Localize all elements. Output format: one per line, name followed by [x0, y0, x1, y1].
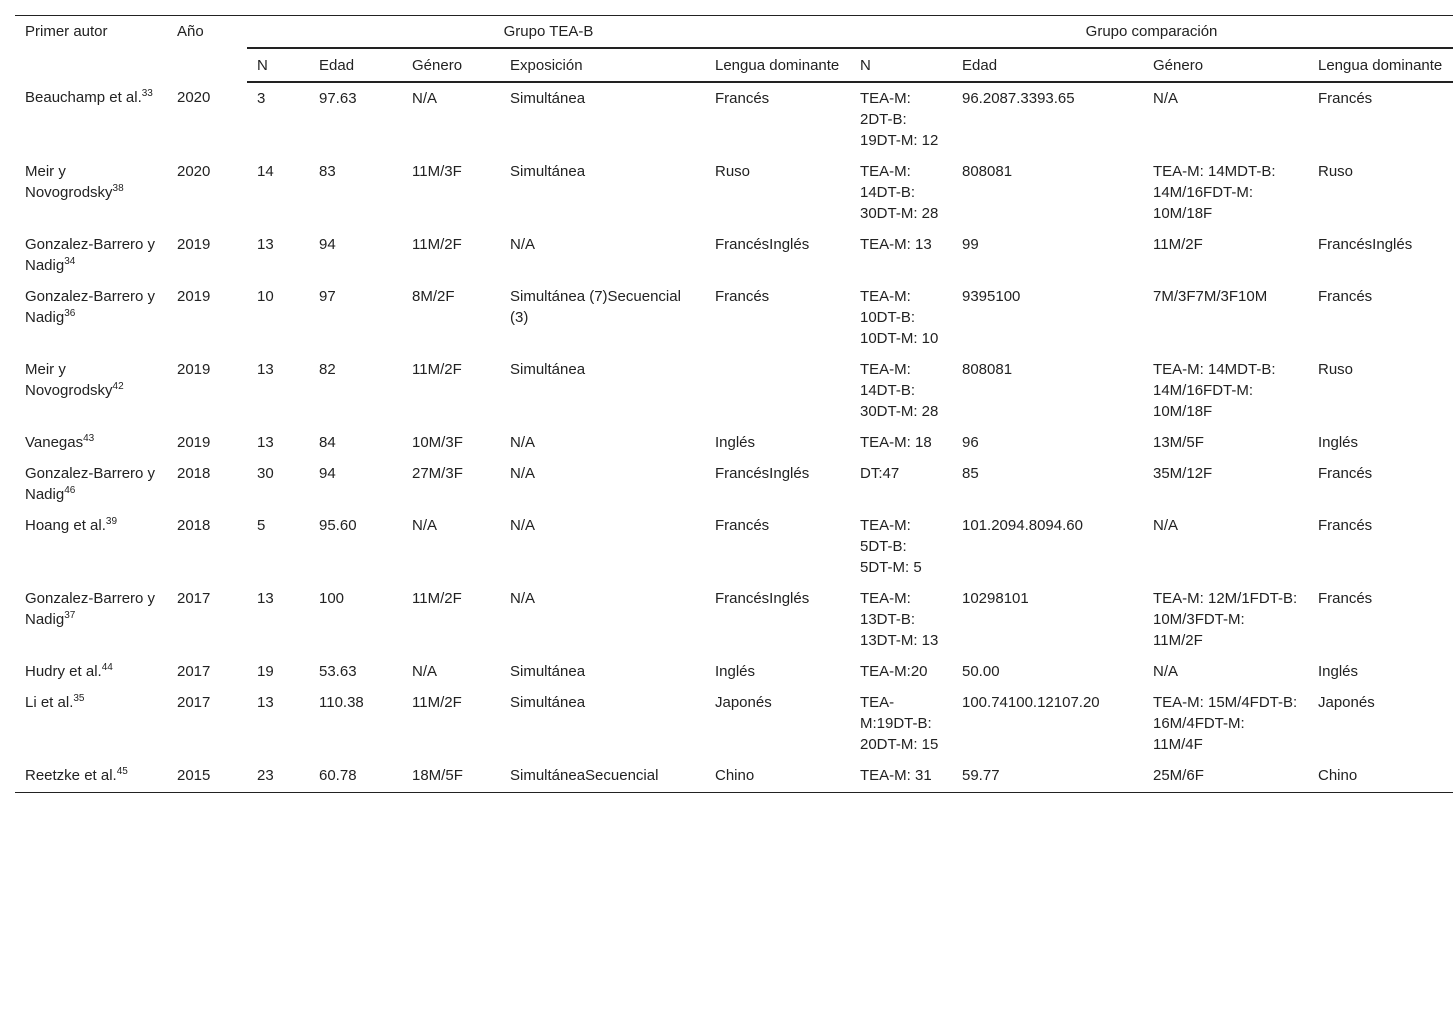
cell-exposicion: Simultánea	[510, 694, 586, 711]
cell-genero: 8M/2F	[412, 288, 455, 305]
cell-genero: N/A	[412, 90, 438, 107]
cell-n: 13	[257, 236, 274, 253]
author-name: Reetzke et al.	[25, 767, 117, 784]
cell-genero2: N/A	[1153, 663, 1179, 680]
cell-edad2: 808081	[962, 163, 1013, 180]
cell-n: 30	[257, 465, 274, 482]
cell-lengua: FrancésInglés	[715, 590, 810, 607]
cell-genero2: 11M/2F	[1153, 236, 1203, 253]
cell-lengua	[705, 354, 850, 427]
cell-genero2: TEA-M: 15M/4FDT-B: 16M/4FDT-M: 11M/4F	[1153, 694, 1298, 753]
cell-year: 2018	[177, 517, 211, 534]
cell-author	[15, 760, 167, 793]
cell-year: 2019	[177, 236, 211, 253]
cell-author	[15, 156, 167, 229]
header-n-comp: N	[850, 48, 952, 82]
reference-number: 39	[105, 516, 118, 527]
cell-lengua2: Chino	[1308, 760, 1453, 793]
table-row	[15, 354, 1453, 427]
cell-genero2: 35M/12F	[1153, 465, 1213, 482]
cell-n2: TEA-M:20	[860, 663, 928, 680]
cell-n2: TEA-M: 13	[860, 236, 932, 253]
table-row	[15, 583, 1453, 656]
cell-exposicion: Simultánea (7)Secuencial (3)	[510, 288, 681, 326]
header-group-tea-b: Grupo TEA-B	[247, 16, 850, 49]
cell-genero: 11M/2F	[412, 236, 462, 253]
reference-number: 37	[64, 610, 76, 621]
cell-edad2: 10298101	[962, 590, 1029, 607]
header-genero: Género	[402, 48, 500, 82]
author-name: Beauchamp et al.	[25, 89, 142, 106]
reference-number: 34	[64, 256, 76, 267]
cell-lengua2: Japonés	[1318, 694, 1375, 711]
cell-genero2: N/A	[1153, 517, 1179, 534]
cell-n: 13	[257, 590, 274, 607]
cell-edad: 100	[319, 590, 345, 607]
cell-edad2: 59.77	[952, 760, 1143, 793]
cell-author	[15, 229, 167, 281]
header-lengua-comp: Lengua dominante	[1308, 48, 1453, 82]
cell-edad: 60.78	[309, 760, 402, 793]
cell-n: 3	[257, 90, 266, 107]
cell-edad2: 85	[962, 465, 979, 482]
cell-lengua: Japonés	[715, 694, 772, 711]
header-n: N	[247, 48, 309, 82]
cell-genero: N/A	[412, 517, 438, 534]
cell-year: 2018	[177, 465, 211, 482]
cell-lengua: FrancésInglés	[715, 236, 810, 253]
cell-n2: TEA-M: 10DT-B: 10DT-M: 10	[860, 288, 939, 347]
cell-n: 13	[257, 694, 274, 711]
cell-year: 2017	[177, 694, 211, 711]
cell-author	[15, 427, 167, 458]
cell-lengua2: Francés	[1318, 517, 1373, 534]
reference-number: 44	[101, 662, 113, 673]
cell-author	[15, 583, 167, 656]
cell-exposicion: Simultánea	[510, 663, 586, 680]
cell-n2: TEA-M: 14DT-B: 30DT-M: 28	[860, 163, 939, 222]
cell-exposicion: SimultáneaSecuencial	[500, 760, 705, 793]
cell-edad2: 808081	[962, 361, 1013, 378]
header-edad: Edad	[309, 48, 402, 82]
header-genero-comp: Género	[1143, 48, 1308, 82]
cell-author	[15, 656, 167, 687]
author-name: Li et al.	[25, 694, 74, 711]
cell-lengua2: FrancésInglés	[1318, 236, 1413, 253]
reference-number: 45	[116, 766, 128, 777]
table-row	[15, 82, 1453, 156]
cell-edad: 82	[319, 361, 336, 378]
cell-lengua2: Francés	[1318, 288, 1373, 305]
table-row	[15, 687, 1453, 760]
cell-edad: 97.63	[319, 90, 357, 107]
cell-n: 19	[257, 663, 274, 680]
cell-genero2: N/A	[1153, 90, 1179, 107]
cell-lengua: Inglés	[715, 434, 756, 451]
cell-exposicion: Simultánea	[510, 361, 586, 378]
cell-year: 2020	[177, 163, 211, 180]
cell-exposicion: N/A	[510, 517, 536, 534]
cell-lengua2: Ruso	[1318, 163, 1354, 180]
author-name: Gonzalez-Barrero y Nadig	[25, 465, 156, 503]
cell-n: 14	[257, 163, 274, 180]
cell-n2: DT:47	[860, 465, 900, 482]
cell-year: 2019	[177, 434, 211, 451]
cell-genero: 18M/5F	[402, 760, 500, 793]
author-name: Meir y Novogrodsky	[25, 361, 113, 399]
header-row-groups	[15, 16, 1453, 49]
cell-exposicion: Simultánea	[510, 90, 586, 107]
table-row	[15, 760, 1453, 793]
cell-author	[15, 687, 167, 760]
table-body	[15, 82, 1453, 793]
header-lengua: Lengua dominante	[705, 48, 850, 82]
cell-n: 13	[257, 361, 274, 378]
table-row	[15, 156, 1453, 229]
cell-edad2: 96	[962, 434, 979, 451]
cell-lengua: Ruso	[715, 163, 751, 180]
table-row	[15, 427, 1453, 458]
reference-number: 35	[73, 693, 85, 704]
cell-genero2: TEA-M: 14MDT-B: 14M/16FDT-M: 10M/18F	[1153, 361, 1276, 420]
reference-number: 33	[141, 88, 153, 99]
author-name: Hudry et al.	[25, 663, 102, 680]
cell-author	[15, 281, 167, 354]
header-year: Año	[167, 16, 247, 83]
cell-edad: 83	[319, 163, 336, 180]
cell-lengua2: Ruso	[1318, 361, 1354, 378]
cell-year: 2019	[177, 288, 211, 305]
cell-year: 2020	[177, 89, 211, 106]
cell-lengua: Inglés	[715, 663, 756, 680]
cell-n2: TEA-M: 14DT-B: 30DT-M: 28	[860, 361, 939, 420]
cell-year: 2017	[177, 663, 211, 680]
cell-n2: TEA-M:19DT-B: 20DT-M: 15	[860, 694, 939, 753]
cell-genero: 27M/3F	[412, 465, 463, 482]
reference-number: 43	[83, 433, 95, 444]
cell-year: 2015	[167, 760, 247, 793]
cell-n2: TEA-M: 5DT-B: 5DT-M: 5	[860, 517, 922, 576]
cell-genero: 11M/2F	[412, 694, 462, 711]
cell-edad2: 100.74100.12107.20	[962, 694, 1100, 711]
cell-edad: 94	[319, 465, 336, 482]
cell-genero: 11M/2F	[412, 590, 462, 607]
cell-n: 23	[247, 760, 309, 793]
cell-lengua2: Francés	[1318, 465, 1373, 482]
cell-edad2: 9395100	[962, 288, 1021, 305]
cell-exposicion: N/A	[510, 434, 536, 451]
cell-author	[15, 510, 167, 583]
author-name: Hoang et al.	[25, 517, 106, 534]
table-row	[15, 281, 1453, 354]
cell-edad2: 99	[962, 236, 979, 253]
reference-number: 38	[112, 183, 124, 194]
cell-year: 2019	[177, 361, 211, 378]
header-group-comparison: Grupo comparación	[850, 16, 1453, 49]
cell-n: 10	[257, 288, 274, 305]
cell-genero2: TEA-M: 12M/1FDT-B: 10M/3FDT-M: 11M/2F	[1153, 590, 1298, 649]
author-name: Gonzalez-Barrero y Nadig	[25, 288, 156, 326]
cell-author	[15, 458, 167, 510]
cell-n: 5	[257, 517, 266, 534]
cell-genero: 11M/3F	[412, 163, 462, 180]
cell-genero2: 7M/3F7M/3F10M	[1153, 288, 1268, 305]
cell-edad: 97	[319, 288, 336, 305]
cell-n2: TEA-M: 2DT-B: 19DT-M: 12	[860, 90, 939, 149]
cell-edad: 110.38	[319, 694, 364, 711]
cell-exposicion: Simultánea	[510, 163, 586, 180]
cell-lengua2: Francés	[1318, 590, 1373, 607]
cell-n: 13	[257, 434, 274, 451]
cell-edad: 94	[319, 236, 336, 253]
cell-edad: 53.63	[319, 663, 357, 680]
cell-edad2: 101.2094.8094.60	[962, 517, 1083, 534]
cell-edad: 84	[319, 434, 336, 451]
reference-number: 46	[64, 485, 76, 496]
cell-n2: TEA-M: 18	[860, 434, 932, 451]
cell-edad2: 50.00	[962, 663, 1000, 680]
table-row	[15, 656, 1453, 687]
cell-year: 2017	[177, 590, 211, 607]
cell-lengua2: Francés	[1318, 90, 1373, 107]
study-table	[15, 15, 1453, 793]
reference-number: 42	[112, 381, 124, 392]
table-row	[15, 510, 1453, 583]
cell-lengua: FrancésInglés	[715, 465, 810, 482]
cell-n2: TEA-M: 13DT-B: 13DT-M: 13	[860, 590, 939, 649]
cell-author	[15, 82, 167, 156]
cell-genero: 10M/3F	[412, 434, 463, 451]
author-name: Gonzalez-Barrero y Nadig	[25, 590, 156, 628]
author-name: Gonzalez-Barrero y Nadig	[25, 236, 156, 274]
cell-exposicion: N/A	[510, 465, 536, 482]
author-name: Meir y Novogrodsky	[25, 163, 113, 201]
header-edad-comp: Edad	[952, 48, 1143, 82]
cell-genero: N/A	[412, 663, 438, 680]
cell-edad: 95.60	[319, 517, 357, 534]
cell-lengua: Francés	[715, 288, 770, 305]
cell-genero2: 13M/5F	[1153, 434, 1204, 451]
header-exposicion: Exposición	[500, 48, 705, 82]
cell-edad2: 96.2087.3393.65	[962, 90, 1075, 107]
reference-number: 36	[64, 308, 76, 319]
cell-lengua: Chino	[705, 760, 850, 793]
cell-exposicion: N/A	[510, 236, 536, 253]
cell-genero2: 25M/6F	[1143, 760, 1308, 793]
cell-lengua: Francés	[715, 90, 770, 107]
header-author: Primer autor	[15, 16, 167, 83]
cell-genero: 11M/2F	[412, 361, 462, 378]
table-row	[15, 458, 1453, 510]
cell-genero2: TEA-M: 14MDT-B: 14M/16FDT-M: 10M/18F	[1153, 163, 1276, 222]
cell-exposicion: N/A	[510, 590, 536, 607]
cell-lengua2: Inglés	[1318, 434, 1359, 451]
cell-lengua: Francés	[715, 517, 770, 534]
cell-lengua2: Inglés	[1318, 663, 1359, 680]
author-name: Vanegas	[25, 434, 84, 451]
cell-n2: TEA-M: 31	[850, 760, 952, 793]
table-row	[15, 229, 1453, 281]
cell-author	[15, 354, 167, 427]
